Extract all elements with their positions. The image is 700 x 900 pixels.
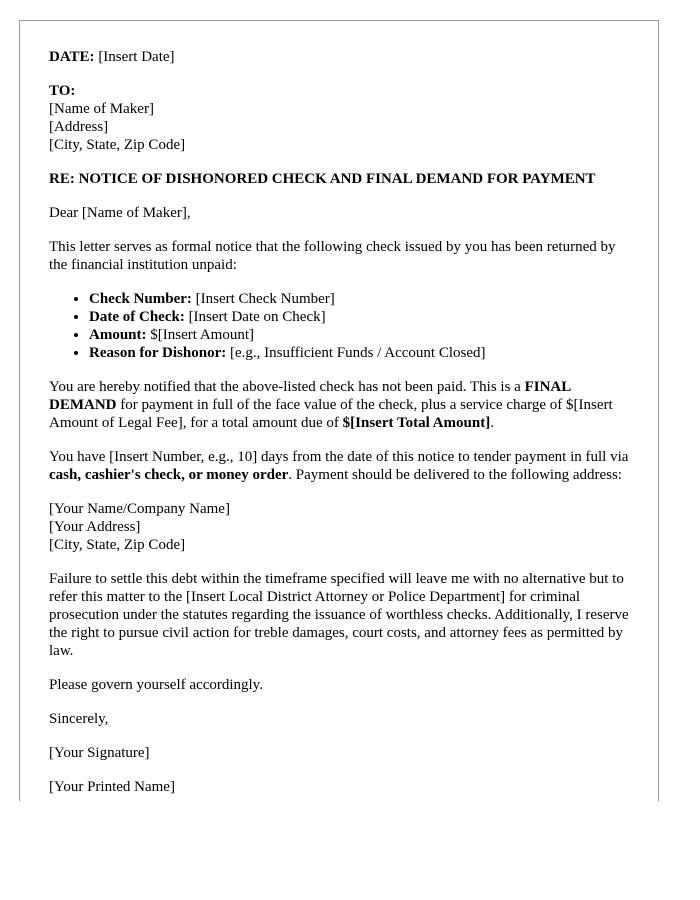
check-number-value: [Insert Check Number] xyxy=(191,291,335,307)
total-amount-emphasis: $[Insert Total Amount] xyxy=(342,415,491,431)
list-item xyxy=(89,344,629,362)
dishonor-reason-label: Reason for Dishonor: xyxy=(89,345,227,361)
demand-text-2: for payment in full of the face value of the check, plus a service charge of $[Insert Amount of Legal Fee], for a total amount due of xyxy=(49,397,613,431)
sender-name: [Your Name/Company Name] xyxy=(49,501,230,517)
subject-line xyxy=(49,170,629,188)
demand-paragraph xyxy=(49,378,629,432)
printed-name-placeholder: [Your Printed Name] xyxy=(49,779,175,795)
date-line xyxy=(49,48,629,66)
amount-value: $[Insert Amount] xyxy=(146,327,254,343)
payment-text-2: . Payment should be delivered to the following address: xyxy=(288,467,622,483)
list-item xyxy=(89,290,629,308)
check-details-list xyxy=(49,290,629,362)
salutation: Dear [Name of Maker], xyxy=(49,205,191,221)
sender-address-block xyxy=(49,500,629,554)
amount-label: Amount: xyxy=(89,327,147,343)
date-label: DATE: xyxy=(49,49,95,65)
demand-text-1: You are hereby notified that the above-listed check has not been paid. This is a xyxy=(49,379,525,395)
closing: Sincerely, xyxy=(49,711,109,727)
final-demand-emphasis: FINAL DEMAND xyxy=(49,379,571,413)
demand-text-3: . xyxy=(490,415,494,431)
date-value: [Insert Date] xyxy=(94,49,175,65)
dishonor-reason-value: [e.g., Insufficient Funds / Account Closed] xyxy=(226,345,486,361)
recipient-city-state-zip: [City, State, Zip Code] xyxy=(49,137,186,153)
signature-placeholder: [Your Signature] xyxy=(49,745,150,761)
payment-methods-emphasis: cash, cashier's check, or money order xyxy=(49,467,289,483)
sender-address: [Your Address] xyxy=(49,519,141,535)
list-item xyxy=(89,326,629,344)
recipient-name: [Name of Maker] xyxy=(49,101,154,117)
closing-line: Please govern yourself accordingly. xyxy=(49,677,263,693)
subject-text: RE: NOTICE OF DISHONORED CHECK AND FINAL DEMAND FOR PAYMENT xyxy=(49,171,596,187)
check-date-label: Date of Check: xyxy=(89,309,185,325)
recipient-block xyxy=(49,82,629,154)
intro-paragraph: This letter serves as formal notice that the following check issued by you has been returned by the financial institution unpaid: xyxy=(49,239,616,273)
list-item xyxy=(89,308,629,326)
sender-city-state-zip: [City, State, Zip Code] xyxy=(49,537,186,553)
check-date-value: [Insert Date on Check] xyxy=(184,309,326,325)
consequences-paragraph: Failure to settle this debt within the timeframe specified will leave me with no alternative but to refer this matter to the [Insert Local District Attorney or Police Department] for criminal prosecution under the statutes regarding the issuance of worthless checks. Additionally, I reserve the right to pursue civil action for treble damages, court costs, and attorney fees as permitted by law. xyxy=(49,571,629,659)
letter-page xyxy=(19,20,659,801)
payment-text-1: You have [Insert Number, e.g., 10] days from the date of this notice to tender payment in full via xyxy=(49,449,629,465)
check-number-label: Check Number: xyxy=(89,291,192,307)
payment-paragraph xyxy=(49,448,629,484)
recipient-address: [Address] xyxy=(49,119,109,135)
recipient-label: TO: xyxy=(49,83,76,99)
